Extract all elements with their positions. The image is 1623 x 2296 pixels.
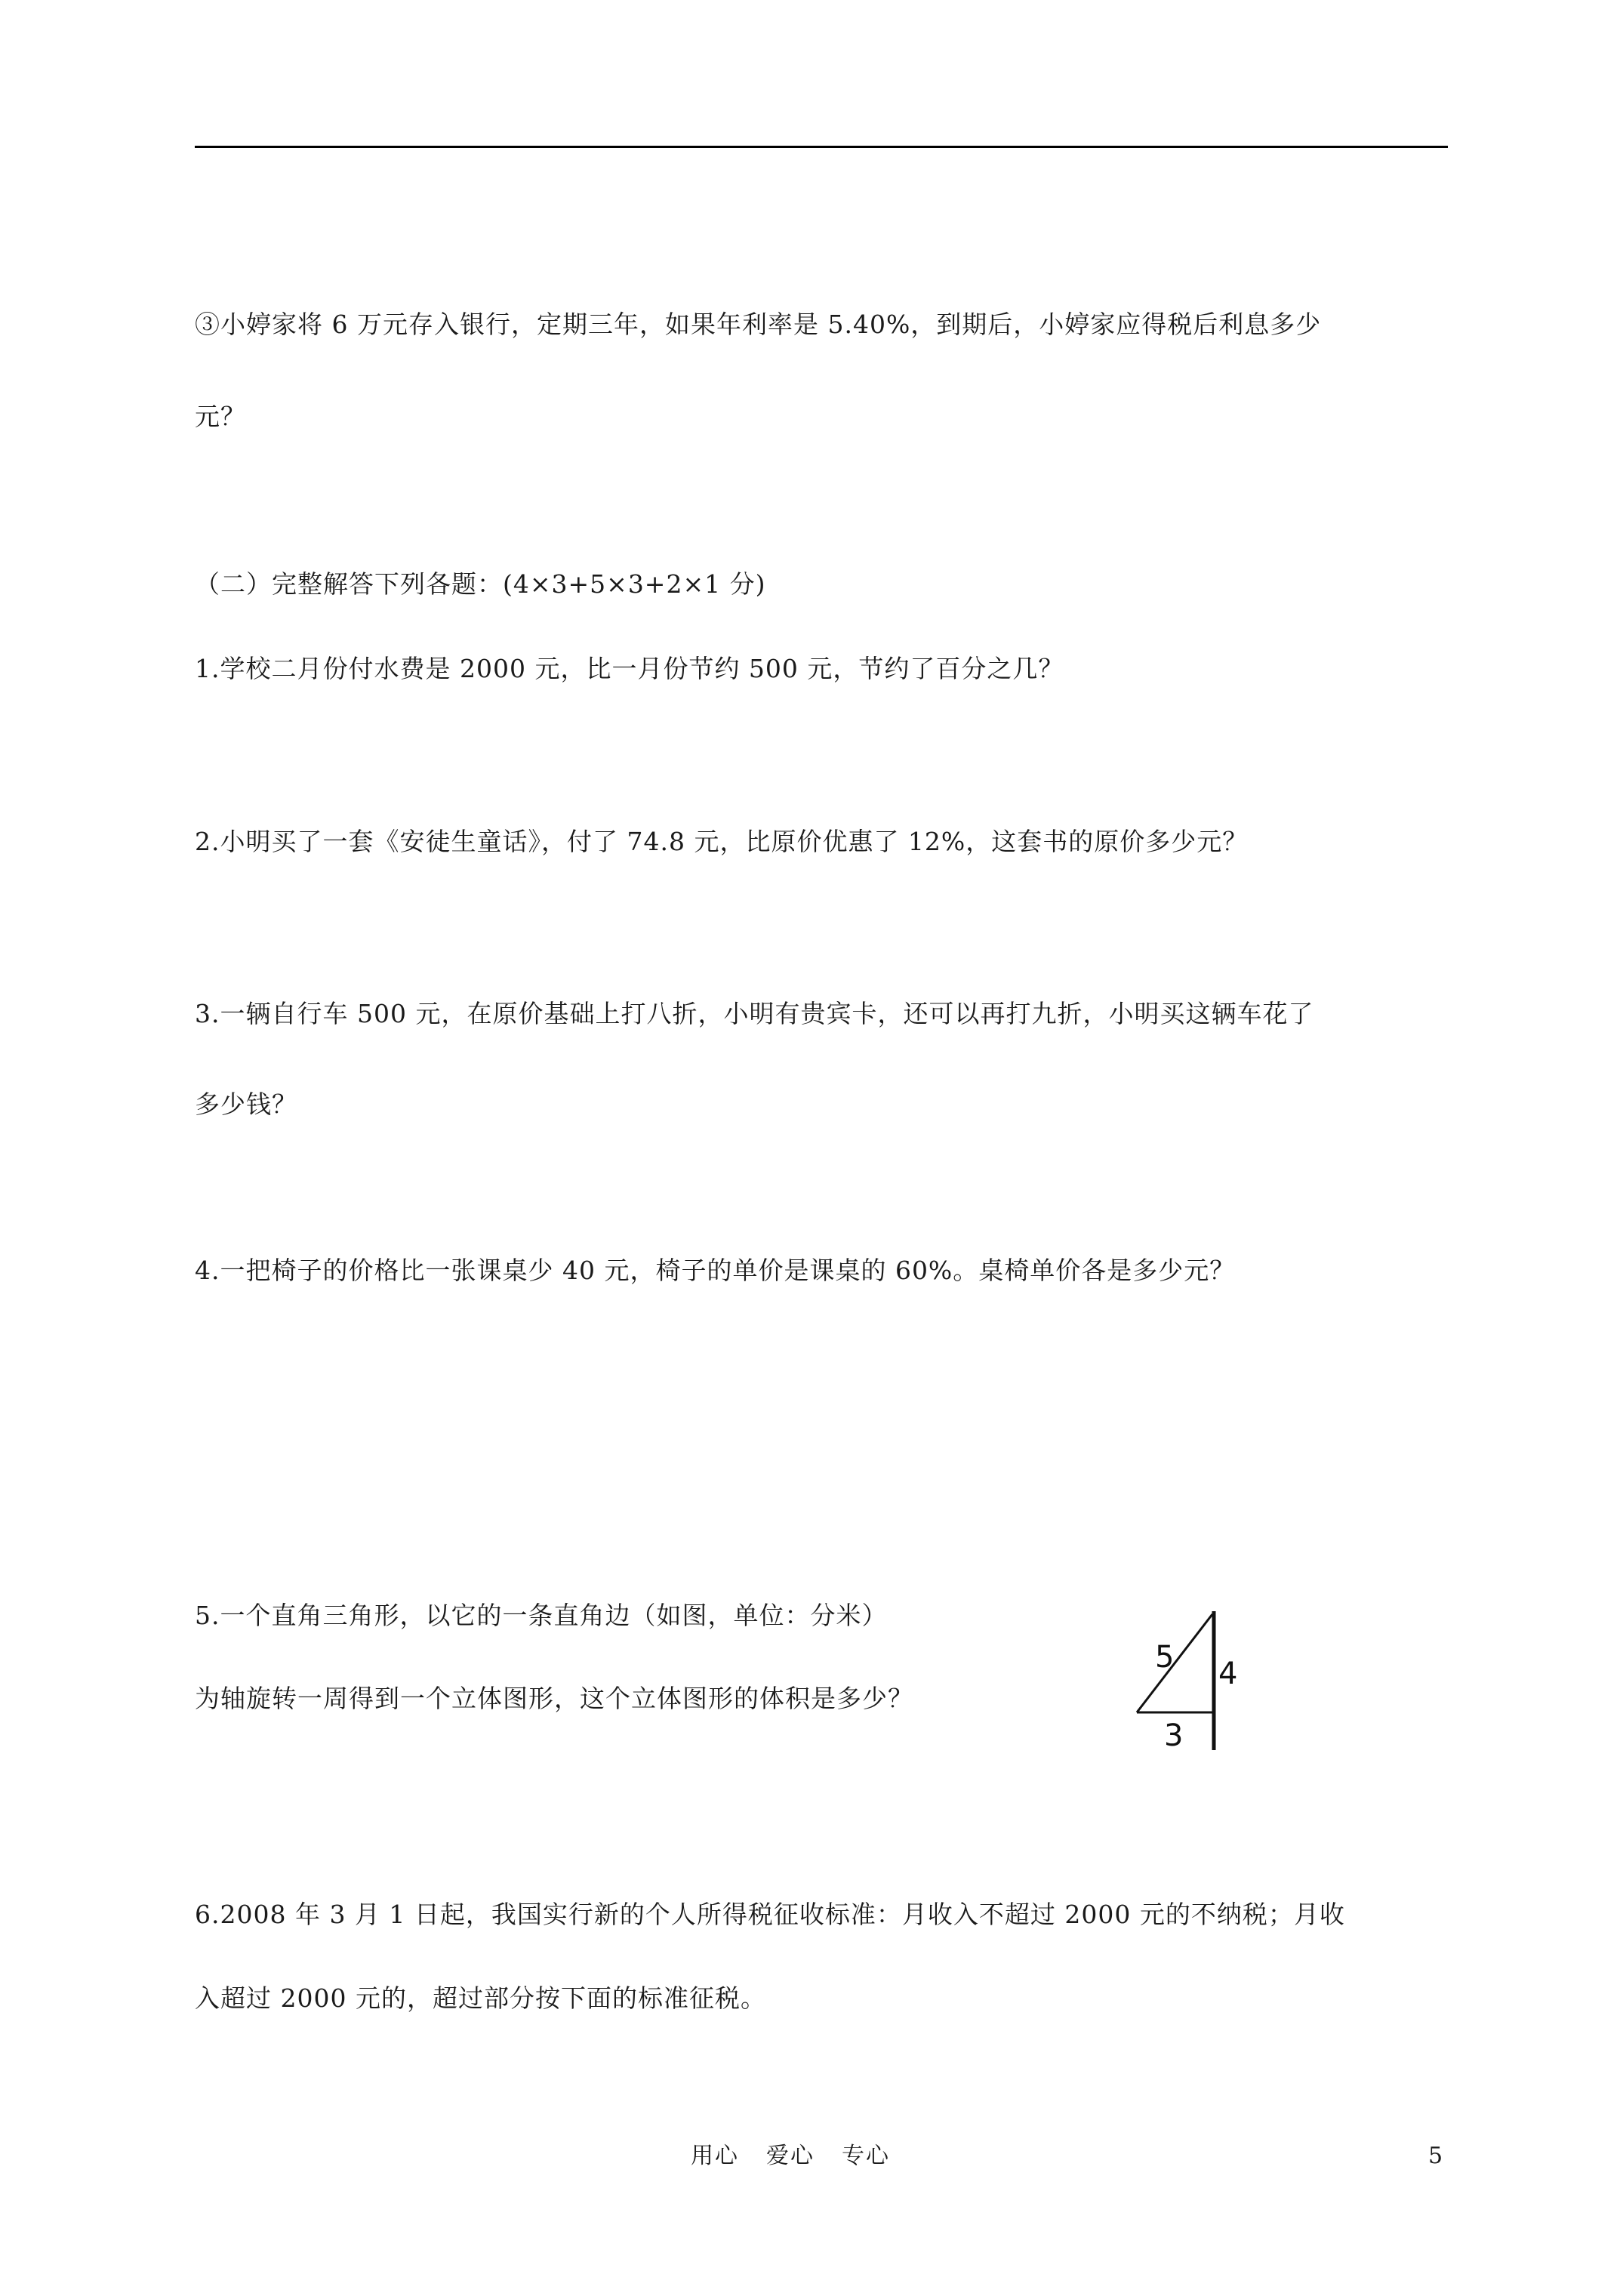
problem-6-line-2: 入超过 2000 元的，超过部分按下面的标准征税。 xyxy=(195,1983,766,2013)
problem-2: 2.小明买了一套《安徒生童话》，付了 74.8 元，比原价优惠了 12%，这套书的原价多少元？ xyxy=(195,827,1249,856)
base-leg-label: 3 xyxy=(1164,1718,1184,1753)
question-3-line-2: 元？ xyxy=(195,402,246,431)
section-two-heading: （二）完整解答下列各题：(4×3+5×3+2×1 分) xyxy=(195,569,766,599)
footer-motto-2: 爱心 xyxy=(766,2143,815,2169)
footer-motto xyxy=(691,2141,890,2171)
footer-motto-1: 用心 xyxy=(691,2143,739,2169)
footer-motto-3: 专心 xyxy=(842,2143,890,2169)
vertical-leg-label: 4 xyxy=(1218,1657,1238,1691)
problem-5-line-1: 5.一个直角三角形，以它的一条直角边（如图，单位：分米） xyxy=(195,1601,888,1630)
problem-3-line-2: 多少钱？ xyxy=(195,1089,297,1119)
right-triangle-figure xyxy=(1125,1607,1246,1758)
page-number: 5 xyxy=(1428,2143,1443,2169)
right-triangle-diagram xyxy=(1125,1607,1246,1758)
problem-6-line-1: 6.2008 年 3 月 1 日起，我国实行新的个人所得税征收标准：月收入不超过 2000 元的不纳税；月收 xyxy=(195,1900,1345,1929)
problem-3-line-1: 3.一辆自行车 500 元，在原价基础上打八折，小明有贵宾卡，还可以再打九折，小明买这辆车花了 xyxy=(195,999,1314,1028)
problem-5-line-2: 为轴旋转一周得到一个立体图形，这个立体图形的体积是多少？ xyxy=(195,1684,913,1713)
triangle-hypotenuse xyxy=(1137,1614,1212,1712)
problem-1: 1.学校二月份付水费是 2000 元，比一月份节约 500 元，节约了百分之几？ xyxy=(195,654,1064,683)
problem-4: 4.一把椅子的价格比一张课桌少 40 元，椅子的单价是课桌的 60%。桌椅单价各是多少元？ xyxy=(195,1256,1236,1285)
question-3-line-1: ③小婷家将 6 万元存入银行，定期三年，如果年利率是 5.40%，到期后，小婷家应得税后利息多少 xyxy=(195,310,1322,339)
header-rule xyxy=(195,146,1448,148)
hypotenuse-label: 5 xyxy=(1155,1640,1175,1675)
